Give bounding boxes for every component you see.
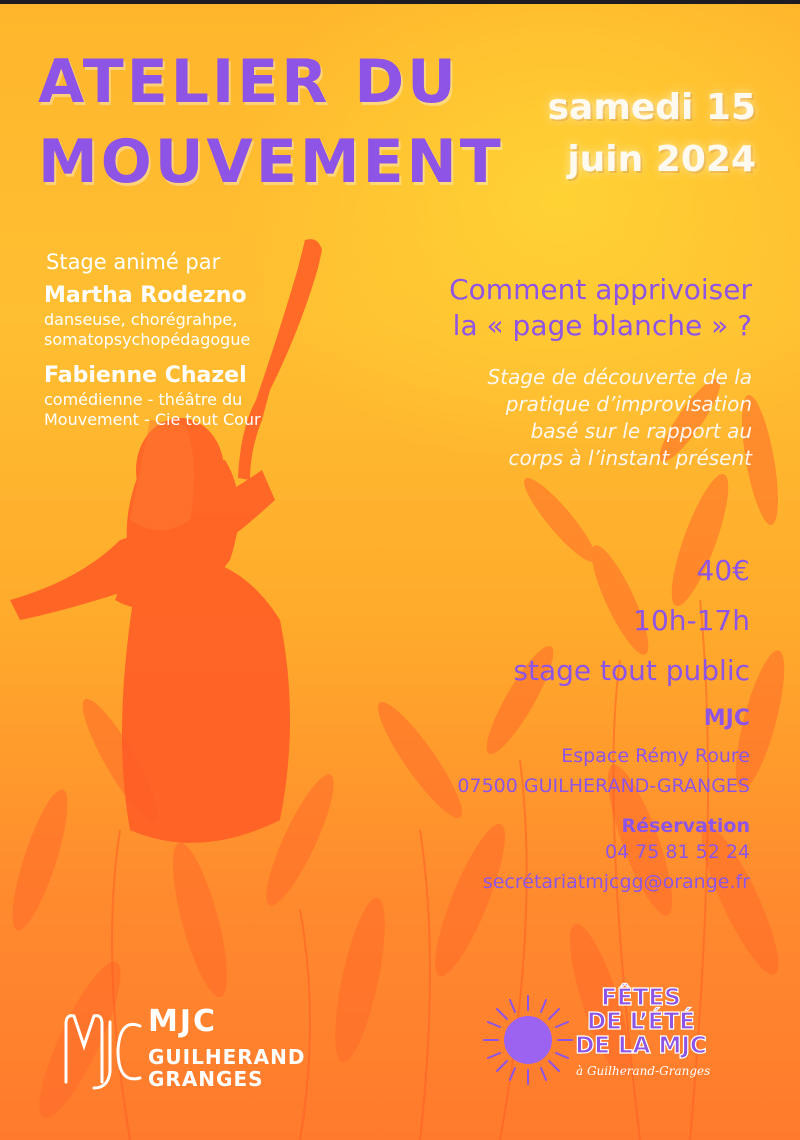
mjc-logo bbox=[58, 1002, 318, 1102]
fetes-line-1: FÊTES bbox=[601, 985, 681, 1011]
speaker-name: Martha Rodezno bbox=[44, 283, 247, 308]
address-line-1: Espace Rémy Roure bbox=[561, 745, 750, 767]
reservation-label: Réservation bbox=[621, 815, 750, 837]
practical-details bbox=[370, 546, 750, 897]
workshop-description bbox=[332, 364, 752, 472]
description-line: basé sur le rapport au bbox=[530, 419, 752, 443]
title-line-1: ATELIER DU bbox=[38, 47, 459, 117]
date-line-1: samedi 15 bbox=[547, 87, 756, 128]
title-line-2: MOUVEMENT bbox=[38, 127, 504, 197]
speaker-role: comédienne - théâtre du bbox=[44, 390, 243, 409]
speaker-martha bbox=[44, 282, 261, 350]
event-date bbox=[548, 82, 756, 186]
speakers-intro: Stage animé par bbox=[46, 250, 221, 274]
hours: 10h-17h bbox=[633, 604, 750, 637]
price: 40€ bbox=[696, 554, 750, 587]
fetes-logo-text bbox=[556, 986, 726, 1058]
question-line-2: la « page blanche » ? bbox=[452, 309, 752, 342]
workshop-pitch bbox=[332, 272, 752, 472]
mjc-logo-city bbox=[148, 1046, 305, 1090]
email-address: secrétariatmjcgg@orange.fr bbox=[482, 871, 750, 893]
fetes-logo-subtitle: à Guilherand-Granges bbox=[576, 1064, 711, 1078]
speaker-fabienne bbox=[44, 362, 261, 430]
speaker-role: somatopsychopédagogue bbox=[44, 330, 251, 349]
workshop-question bbox=[332, 272, 752, 344]
description-line: Stage de découverte de la bbox=[487, 365, 752, 389]
fetes-line-3: DE LA MJC bbox=[575, 1033, 707, 1059]
speakers-block bbox=[44, 250, 261, 442]
fetes-line-2: DE L’ÉTÉ bbox=[586, 1009, 696, 1035]
speaker-role: danseuse, chorégrahpe, bbox=[44, 310, 238, 329]
event-title bbox=[38, 42, 504, 202]
fetes-ete-logo bbox=[480, 982, 770, 1092]
mjc-city-line-2: GRANGES bbox=[148, 1067, 264, 1091]
venue-address bbox=[370, 741, 750, 801]
phone-number: 04 75 81 52 24 bbox=[604, 841, 750, 863]
audience: stage tout public bbox=[513, 654, 750, 687]
mjc-monogram-icon bbox=[58, 1002, 146, 1102]
venue-name: MJC bbox=[703, 706, 750, 731]
address-line-2: 07500 GUILHERAND-GRANGES bbox=[457, 775, 750, 797]
speaker-name: Fabienne Chazel bbox=[44, 363, 247, 388]
mjc-logo-word: MJC bbox=[148, 1004, 218, 1039]
description-line: corps à l’instant présent bbox=[508, 446, 752, 470]
question-line-1: Comment apprivoiser bbox=[449, 273, 752, 306]
date-line-2: juin 2024 bbox=[567, 139, 756, 180]
mjc-city-line-1: GUILHERAND bbox=[148, 1045, 306, 1069]
description-line: pratique d’improvisation bbox=[505, 392, 752, 416]
speaker-role: Mouvement - Cie tout Cour bbox=[44, 410, 261, 429]
